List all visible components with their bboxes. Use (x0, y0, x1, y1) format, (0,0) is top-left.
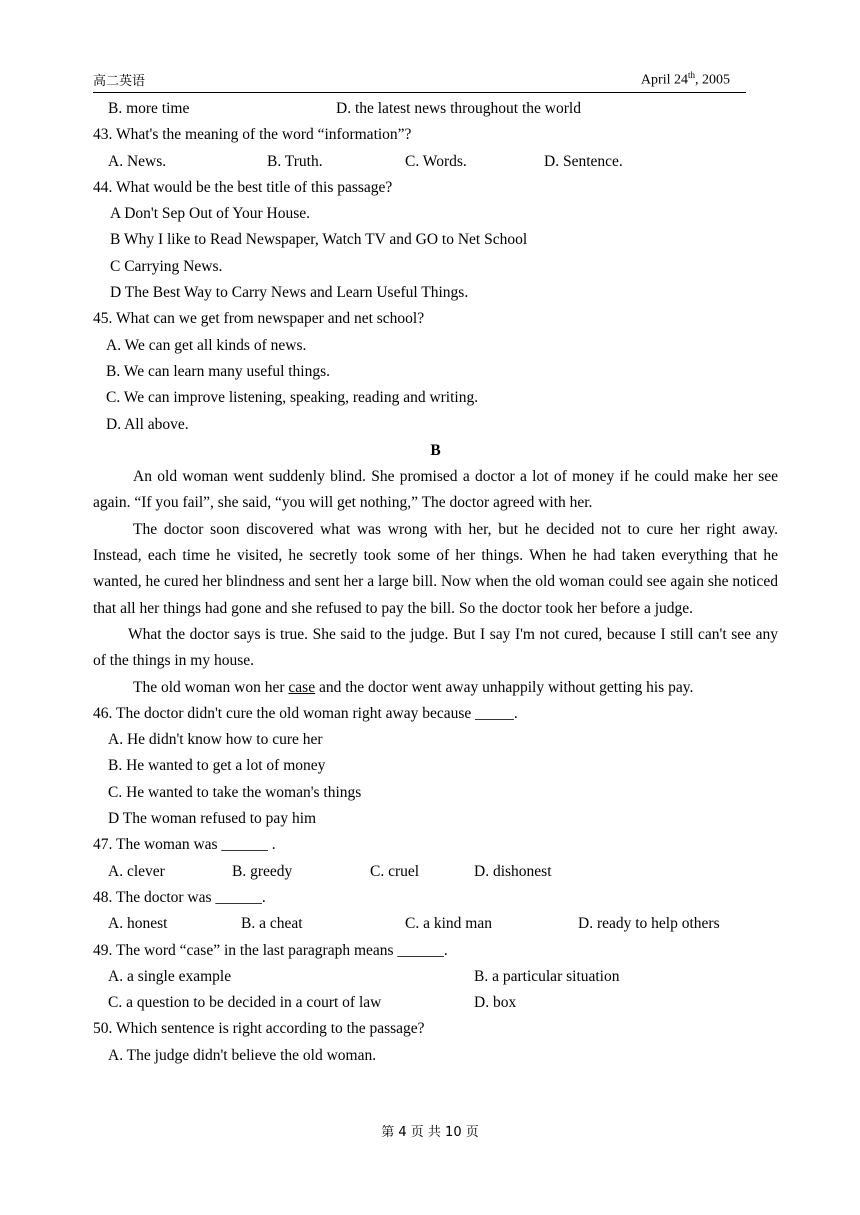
q44-option-b: B Why I like to Read Newspaper, Watch TV and GO to Net School (110, 231, 528, 249)
q43-options-row (93, 149, 778, 175)
passage-paragraph-4: The old woman won her case and the doctor went away unhappily without getting his pay. (133, 678, 694, 696)
case-underlined-word: case (288, 678, 316, 696)
q47-option-d: D. dishonest (474, 862, 552, 880)
q48-options-row (93, 911, 778, 937)
q49-option-a: A. a single example (108, 967, 232, 985)
q49-option-b: B. a particular situation (474, 967, 620, 985)
q49-stem: 49. The word “case” in the last paragraph means ______. (93, 941, 448, 959)
page-header (93, 72, 746, 93)
q44-stem: 44. What would be the best title of this passage? (93, 178, 393, 196)
header-date: April 24th, 2005 (640, 70, 730, 88)
q49-options-row-2 (93, 990, 778, 1016)
exam-content (93, 96, 778, 1069)
passage-paragraph-2: The doctor soon discovered what was wrong with her, but he decided not to cure her right away. Instead, each time he visited, he secretly took some of her things. When he had taken everything that he wanted, he cured her blindness and sent her a large bill. Now when the old woman could see again she noticed that all her things had gone and she refused to pay the bill. So the doctor took her before a judge. (93, 520, 778, 617)
q48-stem: 48. The doctor was ______. (93, 888, 266, 906)
q47-option-c: C. cruel (370, 862, 420, 880)
q42-options-row (93, 96, 778, 122)
q44-option-d: D The Best Way to Carry News and Learn Useful Things. (110, 284, 469, 302)
q46-option-b: B. He wanted to get a lot of money (108, 757, 326, 775)
q45-option-d: D. All above. (106, 415, 189, 433)
q50-option-a: A. The judge didn't believe the old woman. (108, 1046, 377, 1064)
q46-option-c: C. He wanted to take the woman's things (108, 783, 362, 801)
q42-option-b: B. more time (108, 100, 190, 117)
section-b-heading: B (430, 441, 441, 459)
q48-option-a: A. honest (108, 915, 168, 933)
q46-option-d: D The woman refused to pay him (108, 810, 317, 828)
q49-option-d: D. box (474, 994, 517, 1012)
passage-paragraph-3: What the doctor says is true. She said to the judge. But I say I'm not cured, because I still can't see any of the things in my house. (93, 625, 778, 670)
q43-option-c: C. Words. (405, 152, 467, 170)
q50-stem: 50. Which sentence is right according to the passage? (93, 1020, 425, 1038)
passage-paragraph-1: An old woman went suddenly blind. She promised a doctor a lot of money if he could make her see again. “If you fail”, she said, “you will get nothing,” The doctor agreed with her. (93, 468, 778, 512)
q46-stem: 46. The doctor didn't cure the old woman right away because _____. (93, 704, 518, 722)
q43-option-b: B. Truth. (267, 152, 323, 170)
q48-option-b: B. a cheat (241, 915, 303, 933)
q44-option-a: A Don't Sep Out of Your House. (110, 205, 311, 223)
q45-option-c: C. We can improve listening, speaking, reading and writing. (106, 389, 479, 407)
q47-options-row (93, 859, 778, 885)
q45-stem: 45. What can we get from newspaper and net school? (93, 310, 425, 328)
q48-option-d: D. ready to help others (578, 915, 720, 933)
q49-option-c: C. a question to be decided in a court of law (108, 994, 382, 1012)
q44-option-c: C Carrying News. (110, 257, 223, 275)
q43-option-a: A. News. (108, 152, 167, 170)
q42-option-d: D. the latest news throughout the world (336, 100, 581, 117)
q48-option-c: C. a kind man (405, 915, 492, 933)
q46-option-a: A. He didn't know how to cure her (108, 731, 323, 749)
q47-stem: 47. The woman was ______ . (93, 836, 276, 854)
header-subject: 高二英语 (93, 74, 146, 89)
q47-option-a: A. clever (108, 862, 165, 880)
q45-option-a: A. We can get all kinds of news. (106, 336, 307, 354)
q45-option-b: B. We can learn many useful things. (106, 362, 331, 380)
q43-stem: 43. What's the meaning of the word “information”? (93, 126, 412, 144)
q49-options-row-1 (93, 964, 778, 990)
q43-option-d: D. Sentence. (544, 152, 623, 170)
page-footer: 第 4 页 共 10 页 (381, 1125, 479, 1140)
q47-option-b: B. greedy (232, 862, 293, 880)
